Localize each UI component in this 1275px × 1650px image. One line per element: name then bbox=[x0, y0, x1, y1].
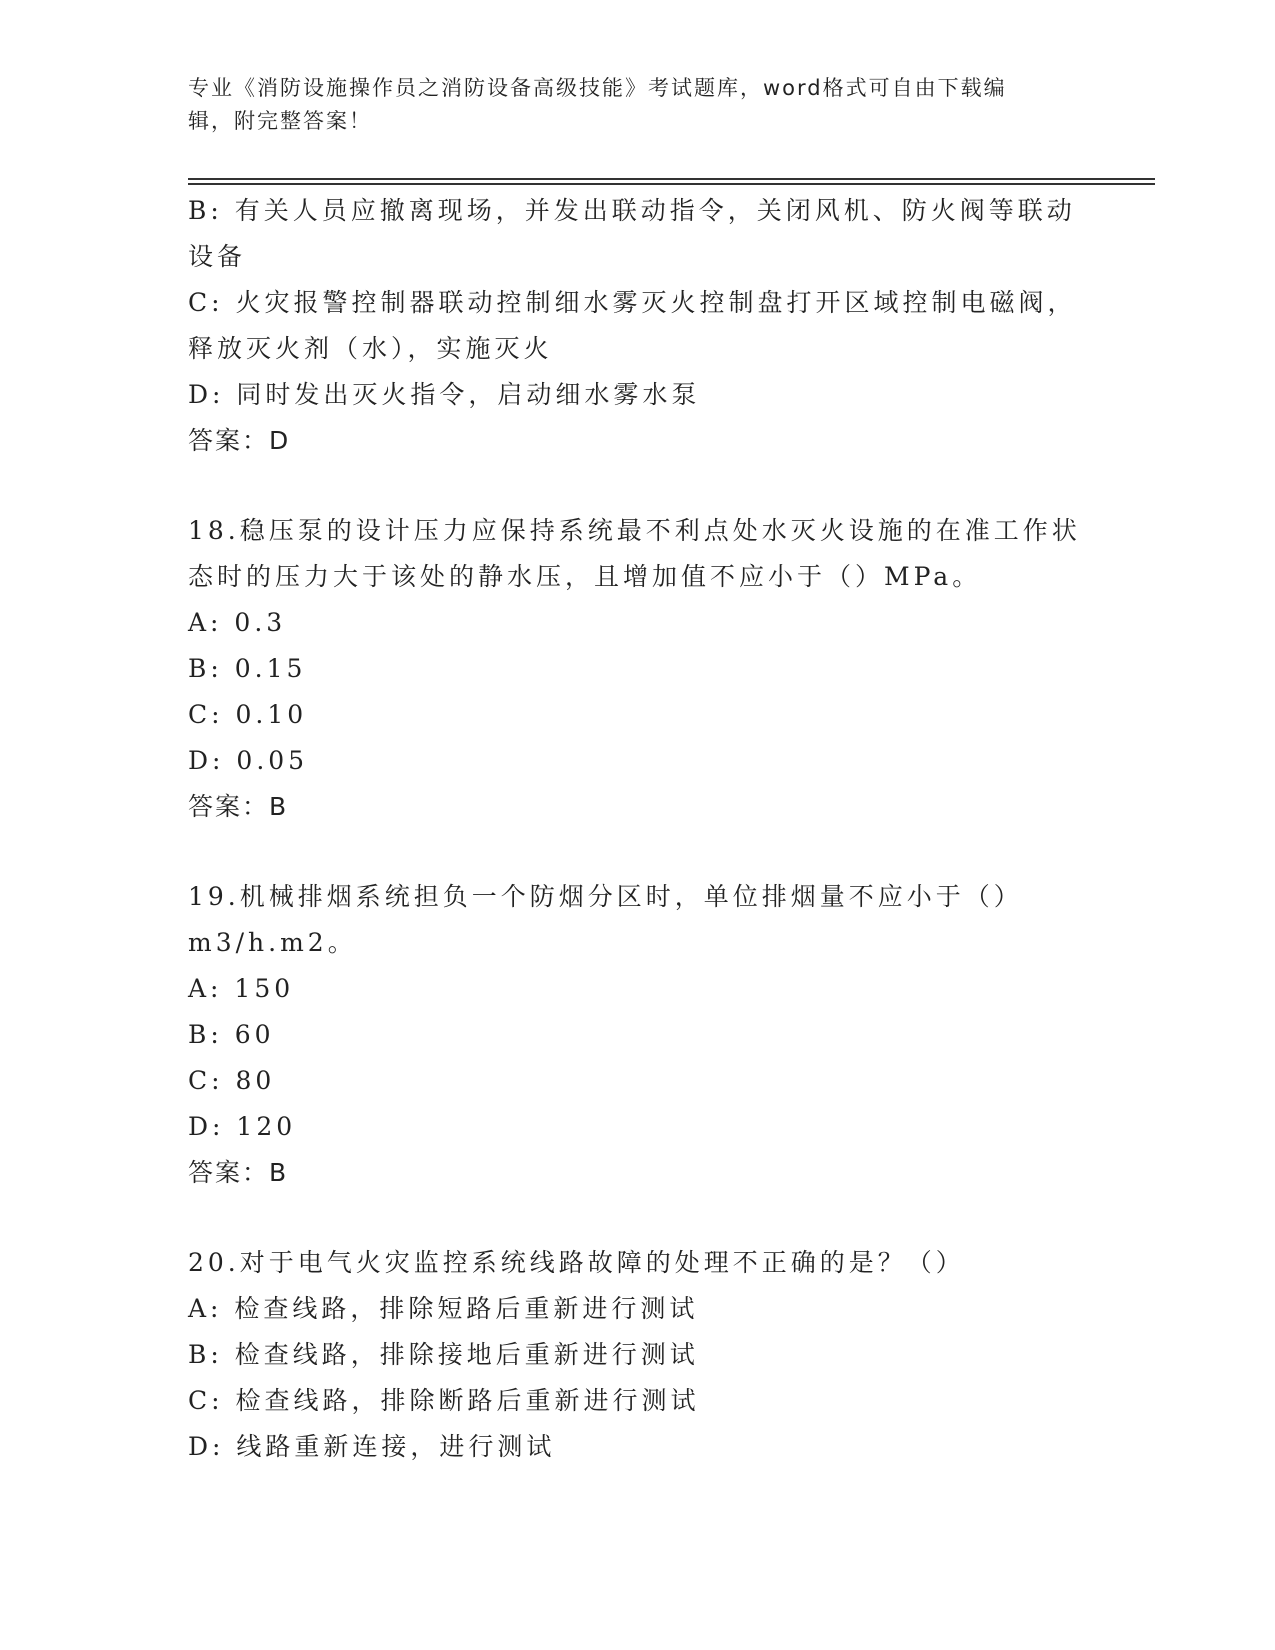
question-stem-line-1: 20.对于电气火灾监控系统线路故障的处理不正确的是？（） bbox=[188, 1248, 965, 1277]
question-stem-line-2: 态时的压力大于该处的静水压，且增加值不应小于（）MPa。 bbox=[188, 562, 982, 591]
option-b-line-2: 设备 bbox=[188, 242, 247, 271]
header-note-line-2: 辑，附完整答案！ bbox=[188, 109, 372, 133]
question-20 bbox=[188, 1240, 1088, 1470]
question-18 bbox=[188, 508, 1088, 830]
question-17-tail bbox=[188, 188, 1088, 464]
option-d: D: 线路重新连接，进行测试 bbox=[188, 1432, 556, 1461]
header-divider-bottom bbox=[188, 183, 1155, 185]
option-a: A: 150 bbox=[188, 974, 295, 1003]
question-list bbox=[188, 188, 1088, 1470]
option-b: B: 0.15 bbox=[188, 654, 307, 683]
option-c: C: 80 bbox=[188, 1066, 276, 1095]
header-note-line-1: 专业《消防设施操作员之消防设备高级技能》考试题库，word格式可自由下载编 bbox=[188, 76, 1007, 100]
option-d: D: 同时发出灭火指令，启动细水雾水泵 bbox=[188, 380, 701, 409]
option-a: A: 0.3 bbox=[188, 608, 287, 637]
question-spacer bbox=[188, 1196, 1088, 1240]
answer: 答案：B bbox=[188, 1158, 289, 1187]
option-c: C: 检查线路，排除断路后重新进行测试 bbox=[188, 1386, 700, 1415]
question-19 bbox=[188, 874, 1088, 1196]
answer: 答案：B bbox=[188, 792, 289, 821]
answer: 答案：D bbox=[188, 426, 291, 455]
option-b-line-1: B: 有关人员应撤离现场，并发出联动指令，关闭风机、防火阀等联动 bbox=[188, 196, 1076, 225]
header-divider-top bbox=[188, 178, 1155, 180]
option-c-line-2: 释放灭火剂（水），实施灭火 bbox=[188, 334, 553, 363]
option-b: B: 检查线路，排除接地后重新进行测试 bbox=[188, 1340, 699, 1369]
question-spacer bbox=[188, 464, 1088, 508]
option-c: C: 0.10 bbox=[188, 700, 308, 729]
option-b: B: 60 bbox=[188, 1020, 275, 1049]
option-a: A: 检查线路，排除短路后重新进行测试 bbox=[188, 1294, 699, 1323]
option-d: D: 120 bbox=[188, 1112, 297, 1141]
option-c-line-1: C: 火灾报警控制器联动控制细水雾灭火控制盘打开区域控制电磁阀， bbox=[188, 288, 1077, 317]
option-d: D: 0.05 bbox=[188, 746, 309, 775]
question-stem-line-1: 19.机械排烟系统担负一个防烟分区时，单位排烟量不应小于（） bbox=[188, 882, 1023, 911]
question-stem-line-1: 18.稳压泵的设计压力应保持系统最不利点处水灭火设施的在准工作状 bbox=[188, 516, 1081, 545]
header-note bbox=[188, 72, 1078, 138]
question-spacer bbox=[188, 830, 1088, 874]
question-stem-line-2: m3/h.m2。 bbox=[188, 928, 357, 957]
